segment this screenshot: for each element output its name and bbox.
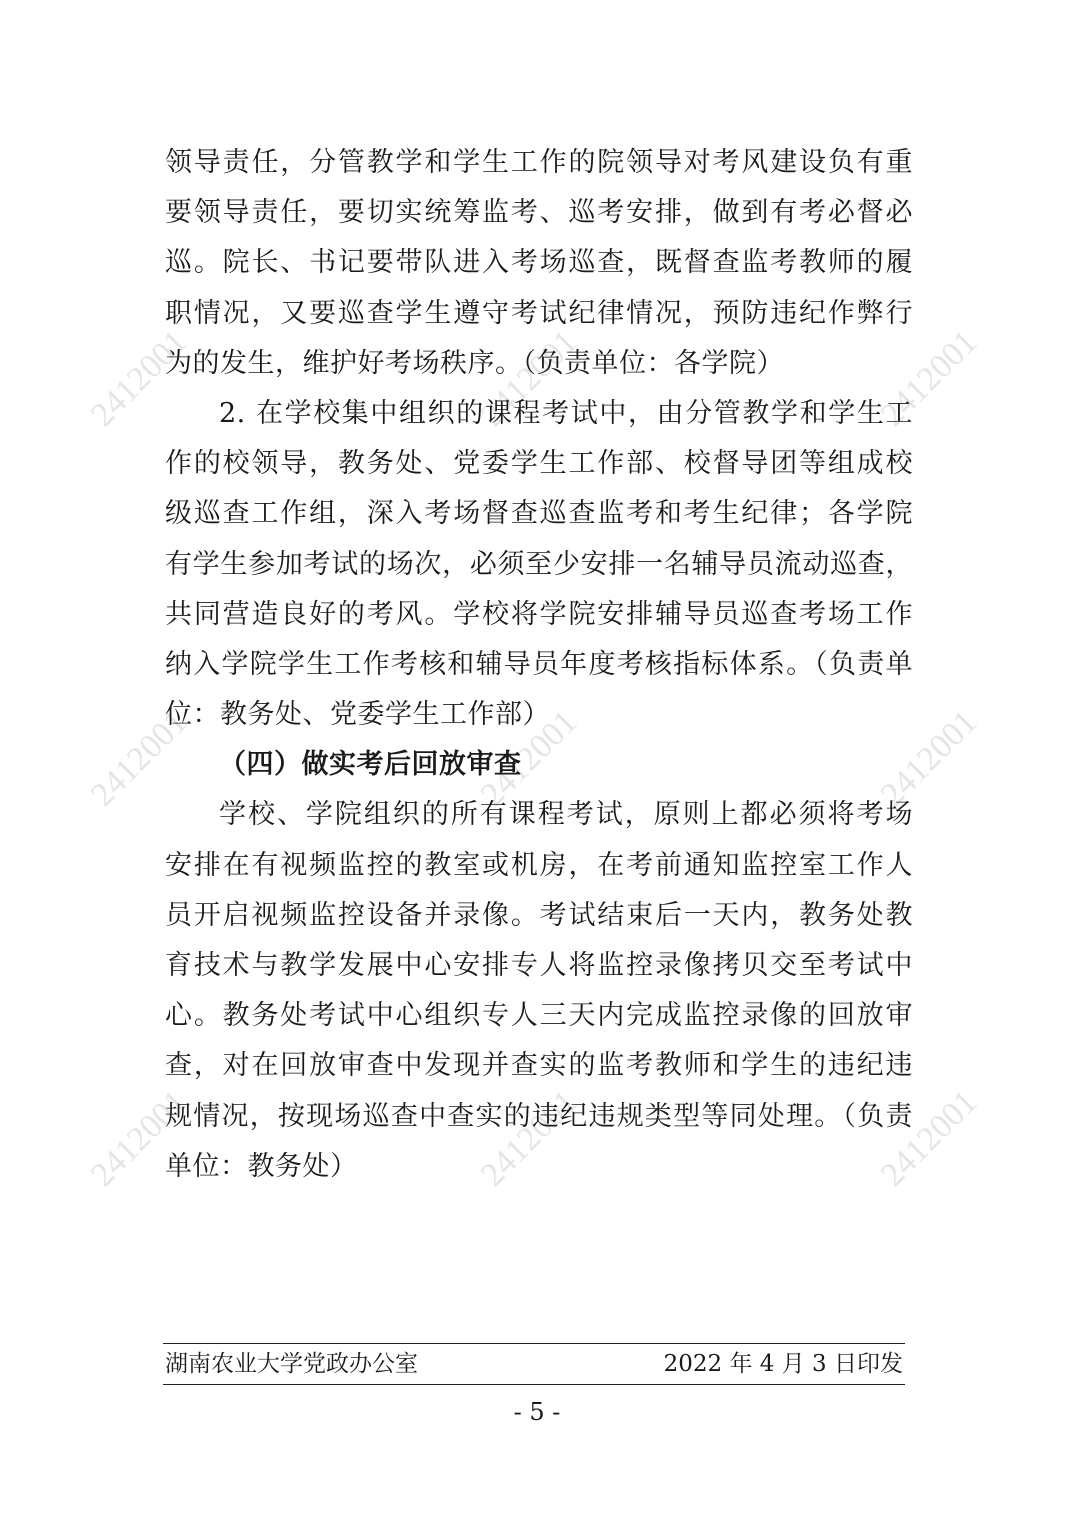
watermark: 2412001	[473, 1083, 585, 1194]
text-line: 心。教务处考试中心组织专人三天内完成监控录像的回放审	[165, 1000, 913, 1032]
watermark: 2412001	[873, 1083, 985, 1194]
paragraph-start-line: 2. 在学校集中组织的课程考试中，由分管教学和学生工	[219, 397, 913, 429]
text-line: 安排在有视频监控的教室或机房，在考前通知监控室工作人	[165, 849, 913, 881]
footer-top-rule	[163, 1343, 905, 1344]
text-line: 员开启视频监控设备并录像。考试结束后一天内，教务处教	[165, 899, 913, 931]
watermark: 2412001	[83, 323, 195, 434]
watermark: 2412001	[873, 323, 985, 434]
text-line: 位：教务处、党委学生工作部）	[165, 699, 550, 731]
paragraph-start-line: 学校、学院组织的所有课程考试，原则上都必须将考场	[219, 799, 913, 831]
text-line: 巡。院长、书记要带队进入考场巡查，既督查监考教师的履	[165, 247, 913, 279]
text-line: 职情况，又要巡查学生遵守考试纪律情况，预防违纪作弊行	[165, 297, 913, 329]
text-line: 作的校领导，教务处、党委学生工作部、校督导团等组成校	[165, 448, 913, 480]
body-text	[165, 138, 913, 1192]
text-line: 查，对在回放审查中发现并查实的监考教师和学生的违纪违	[165, 1050, 913, 1082]
text-line: 为的发生，维护好考场秩序。（负责单位：各学院）	[165, 347, 784, 379]
footer-issuer: 湖南农业大学党政办公室	[165, 1351, 418, 1377]
watermark: 2412001	[473, 703, 585, 814]
watermark: 2412001	[83, 1083, 195, 1194]
text-line: 育技术与教学发展中心安排专人将监控录像拷贝交至考试中	[165, 950, 913, 981]
watermark: 2412001	[873, 703, 985, 814]
text-line: 规情况，按现场巡查中查实的违纪违规类型等同处理。（负责	[165, 1100, 913, 1132]
text-line: 有学生参加考试的场次，必须至少安排一名辅导员流动巡查，	[165, 548, 913, 580]
watermark: 2412001	[473, 323, 585, 434]
text-line: 级巡查工作组，深入考场督查巡查监考和考生纪律；各学院	[165, 498, 913, 530]
text-line: 单位：教务处）	[165, 1150, 358, 1182]
text-line: 要领导责任，要切实统筹监考、巡考安排，做到有考必督必	[165, 197, 913, 229]
watermark: 2412001	[83, 703, 195, 814]
text-line: 共同营造良好的考风。学校将学院安排辅导员巡查考场工作	[165, 598, 913, 630]
page-number: - 5 -	[513, 1398, 561, 1426]
text-line: 领导责任，分管教学和学生工作的院领导对考风建设负有重	[165, 147, 913, 178]
footer-bottom-rule	[163, 1384, 905, 1385]
footer-date: 2022 年 4 月 3 日印发	[663, 1351, 903, 1377]
text-line: 纳入学院学生工作考核和辅导员年度考核指标体系。（负责单	[165, 648, 913, 680]
section-heading: （四）做实考后回放审查	[219, 749, 522, 781]
